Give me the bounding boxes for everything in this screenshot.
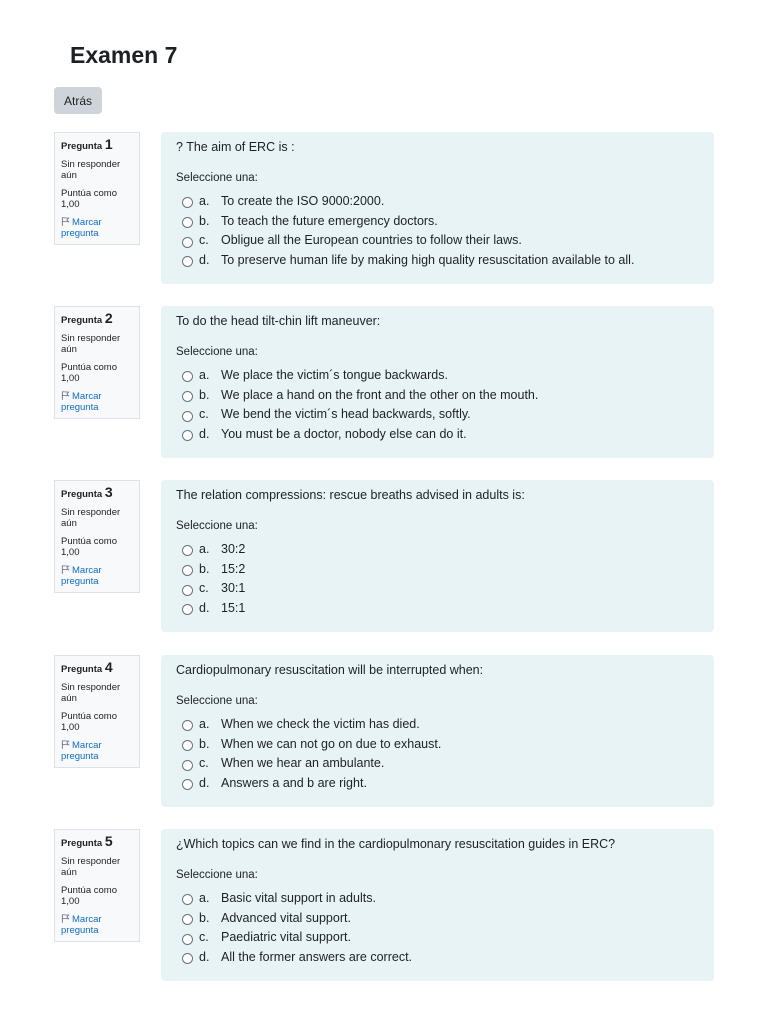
answer-text: Basic vital support in adults. [221,890,376,905]
radio-button[interactable] [182,934,193,945]
answer-letter: d. [199,252,210,267]
answer-list [176,365,699,444]
answer-text: Obligue all the European countries to follow their laws. [221,233,522,248]
answer-text: When we hear an ambulante. [221,756,385,771]
question-label: Pregunta [61,315,103,326]
answer-option[interactable] [176,539,699,559]
question-number [61,833,133,849]
answer-text: When we check the victim has died. [221,716,420,731]
answer-letter: c. [199,756,209,771]
answer-option[interactable] [176,250,699,270]
flag-label[interactable]: Marcar pregunta [61,740,102,762]
radio-button[interactable] [182,894,193,905]
question-content [161,829,714,981]
radio-button[interactable] [182,217,193,228]
radio-button[interactable] [182,720,193,731]
question-number [61,136,133,152]
question-info [54,132,140,245]
answer-text: When we can not go on due to exhaust. [221,736,442,751]
radio-button[interactable] [182,371,193,382]
answer-option[interactable] [176,230,699,250]
answer-letter: d. [199,426,210,441]
flag-icon [61,740,70,749]
question-text: ? The aim of ERC is : [176,140,295,154]
answer-text: To teach the future emergency doctors. [221,213,438,228]
page-title: Examen 7 [70,42,178,68]
flag-label[interactable]: Marcar pregunta [61,914,102,936]
answer-prompt: Seleccione una: [176,869,258,881]
question-number [61,484,133,500]
question-label: Pregunta [61,838,103,849]
answer-option[interactable] [176,734,699,754]
answer-option[interactable] [176,888,699,908]
answer-prompt: Seleccione una: [176,695,258,707]
answer-letter: b. [199,736,210,751]
answer-text: 30:1 [221,581,246,596]
answer-option[interactable] [176,714,699,734]
radio-button[interactable] [182,545,193,556]
question-grade: Puntúa como 1,00 [61,188,117,210]
answer-letter: b. [199,910,210,925]
flag-question-link[interactable] [61,740,133,762]
answer-letter: c. [199,233,209,248]
answer-option[interactable] [176,927,699,947]
radio-button[interactable] [182,565,193,576]
answer-prompt: Seleccione una: [176,520,258,532]
answer-list [176,888,699,967]
flag-label[interactable]: Marcar pregunta [61,565,102,587]
answer-option[interactable] [176,424,699,444]
question-number [61,310,133,326]
answer-letter: b. [199,387,210,402]
answer-option[interactable] [176,365,699,385]
answer-text: We bend the victim´s head backwards, softly. [221,407,471,422]
radio-button[interactable] [182,585,193,596]
answer-text: All the former answers are correct. [221,949,413,964]
question-label: Pregunta [61,489,103,500]
answer-letter: d. [199,600,210,615]
answer-letter: c. [199,581,209,596]
flag-question-link[interactable] [61,565,133,587]
answer-text: To preserve human life by making high quality resuscitation available to all. [221,252,635,267]
radio-button[interactable] [182,430,193,441]
answer-letter: b. [199,561,210,576]
question-grade: Puntúa como 1,00 [61,362,117,384]
answer-list [176,191,699,270]
back-button[interactable]: Atrás [54,87,102,114]
answer-option[interactable] [176,908,699,928]
question-grade: Puntúa como 1,00 [61,711,117,733]
radio-button[interactable] [182,760,193,771]
question-grade: Puntúa como 1,00 [61,536,117,558]
question-number-value: 1 [104,136,113,152]
question-number-value: 2 [104,310,113,326]
question-label: Pregunta [61,141,103,152]
flag-icon [61,565,70,574]
answer-option[interactable] [176,191,699,211]
answer-option[interactable] [176,773,699,793]
question-state: Sin responder aún [61,856,121,878]
radio-button[interactable] [182,953,193,964]
radio-button[interactable] [182,391,193,402]
flag-question-link[interactable] [61,217,133,239]
question-number-value: 4 [104,659,113,675]
question-content [161,132,714,284]
answer-text: 30:2 [221,541,246,556]
question-label: Pregunta [61,664,103,675]
answer-letter: b. [199,213,210,228]
answer-text: 15:2 [221,561,246,576]
answer-list [176,539,699,618]
flag-question-link[interactable] [61,391,133,413]
answer-option[interactable] [176,404,699,424]
question-info [54,306,140,419]
question-content [161,480,714,632]
radio-button[interactable] [182,740,193,751]
flag-label[interactable]: Marcar pregunta [61,391,102,413]
radio-button[interactable] [182,256,193,267]
question-number-value: 5 [104,833,113,849]
answer-text: We place a hand on the front and the other on the mouth. [221,387,539,402]
answer-option[interactable] [176,385,699,405]
question-text: ¿Which topics can we find in the cardiopulmonary resuscitation guides in ERC? [176,837,616,851]
question-state: Sin responder aún [61,507,121,529]
answer-letter: c. [199,930,209,945]
answer-list [176,714,699,793]
answer-letter: a. [199,716,210,731]
answer-letter: d. [199,775,210,790]
answer-text: Advanced vital support. [221,910,351,925]
radio-button[interactable] [182,604,193,615]
answer-option[interactable] [176,211,699,231]
question-text: To do the head tilt-chin lift maneuver: [176,314,381,328]
answer-letter: a. [199,541,210,556]
answer-prompt: Seleccione una: [176,346,258,358]
question-info [54,655,140,768]
answer-option[interactable] [176,559,699,579]
question-number-value: 3 [104,484,113,500]
flag-icon [61,914,70,923]
radio-button[interactable] [182,197,193,208]
radio-button[interactable] [182,237,193,248]
answer-option[interactable] [176,598,699,618]
question-info [54,829,140,942]
answer-text: 15:1 [221,600,246,615]
answer-text: We place the victim´s tongue backwards. [221,367,448,382]
answer-letter: c. [199,407,209,422]
flag-icon [61,391,70,400]
answer-text: To create the ISO 9000:2000. [221,193,385,208]
answer-letter: d. [199,949,210,964]
question-content [161,306,714,458]
answer-letter: a. [199,367,210,382]
answer-prompt: Seleccione una: [176,172,258,184]
answer-letter: a. [199,193,210,208]
question-text: The relation compressions: rescue breaths advised in adults is: [176,488,525,502]
question-number [61,659,133,675]
question-state: Sin responder aún [61,682,121,704]
flag-label[interactable]: Marcar pregunta [61,217,102,239]
radio-button[interactable] [182,779,193,790]
question-state: Sin responder aún [61,333,121,355]
question-state: Sin responder aún [61,159,121,181]
question-content [161,655,714,807]
answer-text: You must be a doctor, nobody else can do it. [221,426,467,441]
answer-text: Paediatric vital support. [221,930,351,945]
answer-letter: a. [199,890,210,905]
answer-option[interactable] [176,753,699,773]
flag-icon [61,217,70,226]
answer-text: Answers a and b are right. [221,775,367,790]
answer-option[interactable] [176,947,699,967]
radio-button[interactable] [182,411,193,422]
answer-option[interactable] [176,578,699,598]
question-grade: Puntúa como 1,00 [61,885,117,907]
question-info [54,480,140,593]
flag-question-link[interactable] [61,914,133,936]
question-text: Cardiopulmonary resuscitation will be interrupted when: [176,663,484,677]
radio-button[interactable] [182,914,193,925]
